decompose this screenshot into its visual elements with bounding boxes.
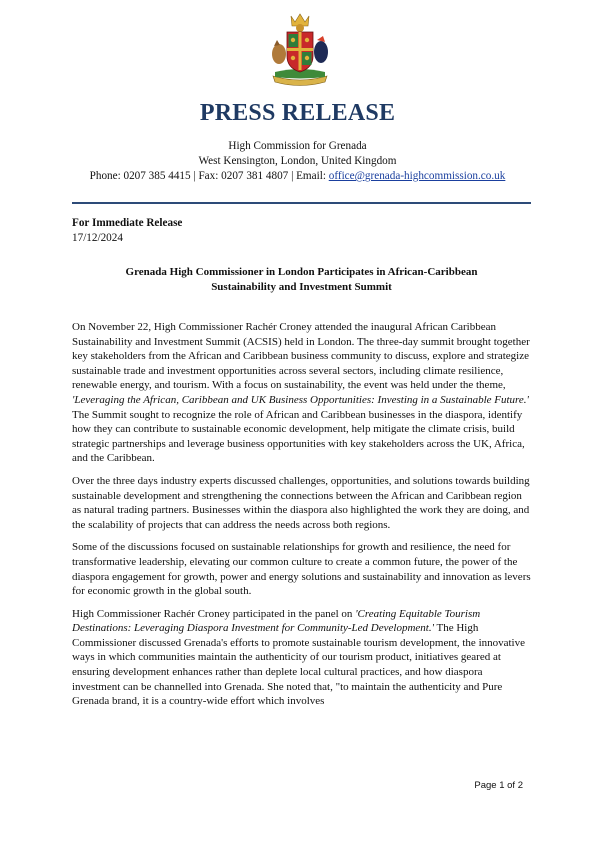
summit-theme: 'Leveraging the African, Caribbean and UK Business Opportunities: Investing in a Sustainable Future.'	[72, 393, 529, 406]
release-date: 17/12/2024	[72, 232, 123, 244]
contact-line	[0, 169, 595, 184]
contact-details: Phone: 0207 385 4415 | Fax: 0207 381 4807 | Email:	[89, 170, 329, 182]
panel-title: 'Creating Equitable Tourism Destinations: Leveraging Diaspora Investment for Community-Led Development.'	[72, 607, 481, 635]
email-link[interactable]: office@grenada-highcommission.co.uk	[328, 170, 506, 182]
address-line-2: West Kensington, London, United Kingdom	[198, 155, 397, 167]
headline	[72, 265, 531, 295]
address-line-1: High Commission for Grenada	[228, 140, 367, 152]
header-divider	[72, 202, 531, 204]
page-number: Page 1 of 2	[474, 780, 523, 791]
article-body	[72, 320, 531, 717]
paragraph-4	[72, 607, 531, 709]
release-label: For Immediate Release	[72, 217, 183, 229]
paragraph-1-text-b: The Summit sought to recognize the role of African and Caribbean businesses in the diaspora, identify how they can contribute to sustainable economic development, help mitigate the climate crisis, build strategic partnerships and leverage business opportunities with key stakeholders across the UK, Africa, and the Caribbean.	[72, 408, 525, 465]
paragraph-4-text-b: The High Commissioner discussed Grenada's efforts to promote sustainable tourism development, the innovative ways in which communities maintain the authenticity of our tourism product, initiatives geared at ensuring development enhances rather than deplete local cultural practices, and how diaspora investment can be channelled into Grenada. She noted that, "to maintain the authenticity and Pure Grenada brand, it is a country-wide effort which involves	[72, 622, 525, 708]
paragraph-1-text-a: On November 22, High Commissioner Rachér Croney attended the inaugural African Caribbean Sustainability and Investment Summit (ACSIS) held in London. The three-day summit brought together key stakeholders from the African and Caribbean business community to discuss, explore and strategize sustainable trade and investment opportunities across several sectors, including climate resilience, renewable energy, and tourism. With a focus on sustainability, the event was held under the theme,	[72, 321, 530, 392]
grenada-coat-of-arms-icon	[265, 10, 335, 88]
paragraph-2: Over the three days industry experts discussed challenges, opportunities, and solutions towards building sustainable development and strengthening the connections between the African and Caribbean region as natural trading partners. Businesses within the diaspora also highlighted the work they are doing, and the scalability of projects that can address the needs across both regions.	[72, 474, 530, 531]
paragraph-1	[72, 320, 531, 466]
paragraph-4-text-a: High Commissioner Rachér Croney participated in the panel on	[72, 607, 356, 620]
headline-line-1: Grenada High Commissioner in London Participates in African-Caribbean	[125, 266, 478, 278]
headline-line-2: Sustainability and Investment Summit	[211, 281, 392, 293]
paragraph-3: Some of the discussions focused on sustainable relationships for growth and resilience, the need for transformative leadership, elevating our common culture to create a common future, the power of the diaspora engagement for growth, power and energy solutions and sustainability and innovation as levers for economic growth in the global south.	[72, 541, 531, 598]
page-title: PRESS RELEASE	[199, 100, 396, 126]
